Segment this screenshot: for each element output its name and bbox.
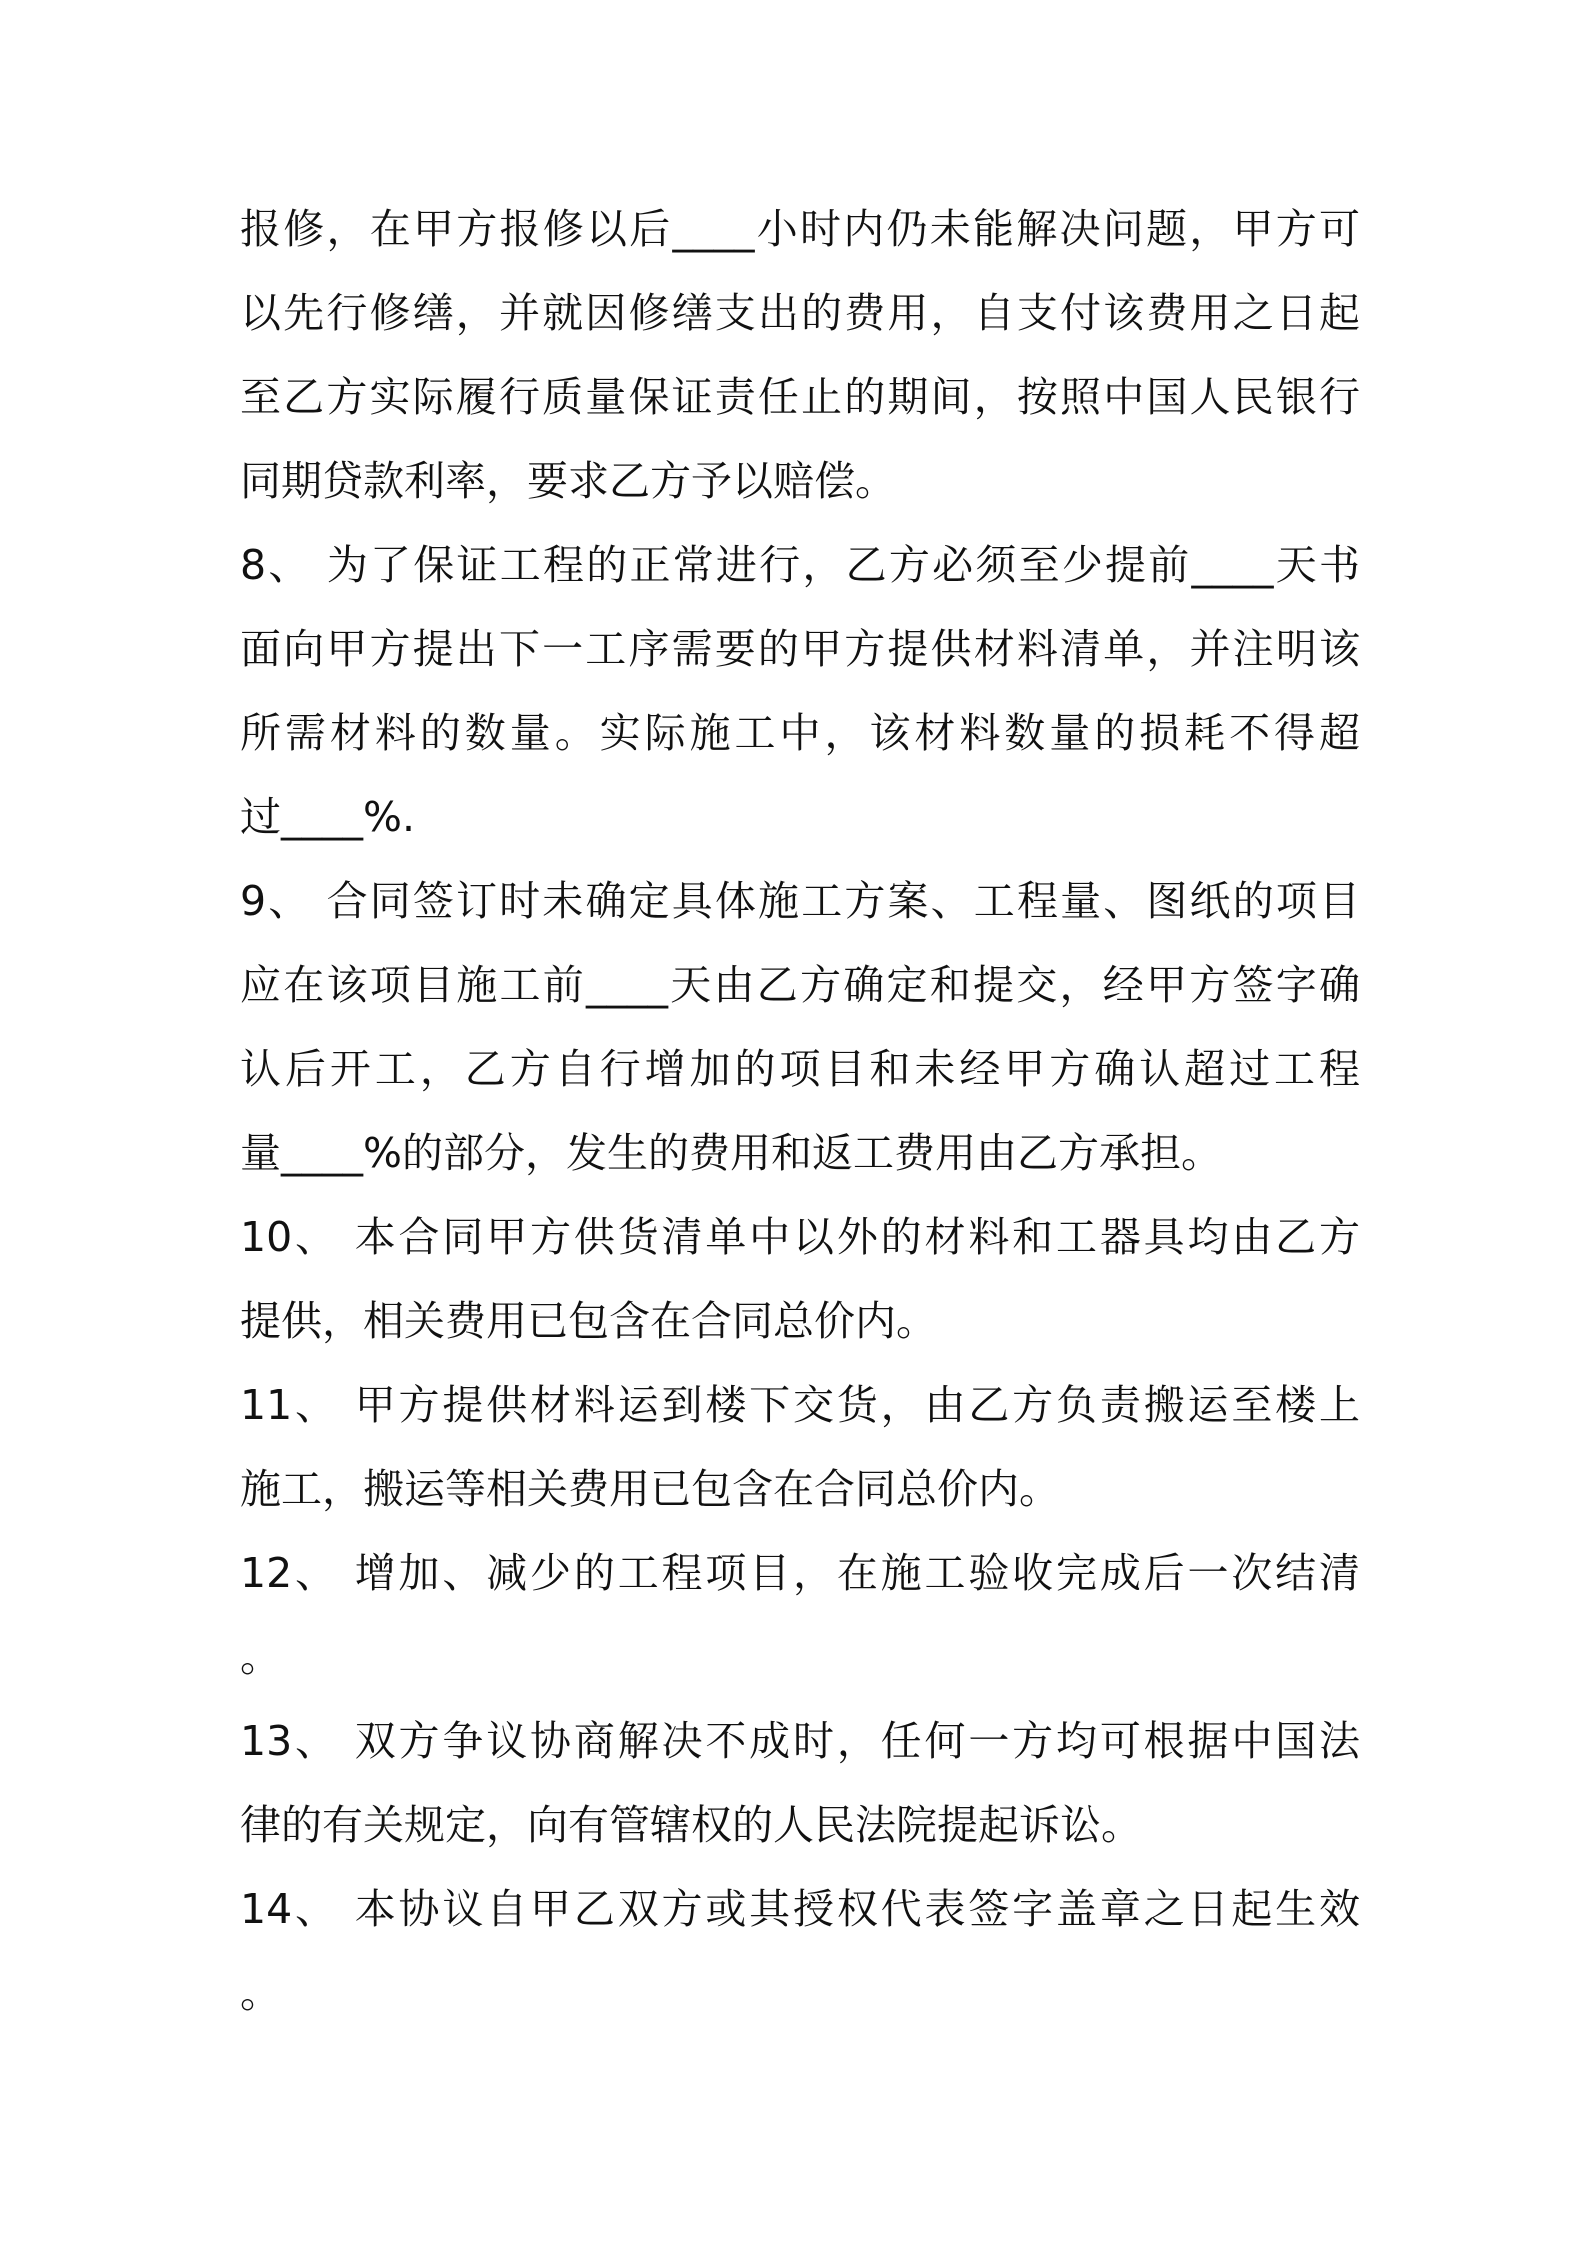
text-line: 8、 为了保证工程的正常进行，乙方必须至少提前____天书 [240,541,1360,589]
text-line: 报修，在甲方报修以后____小时内仍未能解决问题，甲方可 [240,205,1360,253]
text-line: 13、 双方争议协商解决不成时，任何一方均可根据中国法 [240,1717,1360,1765]
text-line: 面向甲方提出下一工序需要的甲方提供材料清单，并注明该 [240,625,1360,673]
text-line: 律的有关规定，向有管辖权的人民法院提起诉讼。 [240,1801,1142,1849]
text-line: 施工，搬运等相关费用已包含在合同总价内。 [240,1465,1060,1513]
text-line: 。 [240,1633,281,1681]
text-line: 9、 合同签订时未确定具体施工方案、工程量、图纸的项目 [240,877,1360,925]
text-line: 12、 增加、减少的工程项目，在施工验收完成后一次结清 [240,1549,1360,1597]
text-line: 所需材料的数量。实际施工中，该材料数量的损耗不得超 [240,709,1360,757]
text-line: 11、 甲方提供材料运到楼下交货，由乙方负责搬运至楼上 [240,1381,1360,1429]
text-line: 同期贷款利率，要求乙方予以赔偿。 [240,457,896,505]
text-line: 应在该项目施工前____天由乙方确定和提交，经甲方签字确 [240,961,1360,1009]
text-line: 过____%. [240,793,415,841]
text-line: 认后开工，乙方自行增加的项目和未经甲方确认超过工程 [240,1045,1360,1093]
text-line: 10、 本合同甲方供货清单中以外的材料和工器具均由乙方 [240,1213,1360,1261]
text-line: 至乙方实际履行质量保证责任止的期间，按照中国人民银行 [240,373,1360,421]
text-line: 14、 本协议自甲乙双方或其授权代表签字盖章之日起生效 [240,1885,1360,1933]
text-line: 量____%的部分，发生的费用和返工费用由乙方承担。 [240,1129,1222,1177]
text-line: 。 [240,1969,281,2017]
text-line: 提供，相关费用已包含在合同总价内。 [240,1297,937,1345]
text-line: 以先行修缮，并就因修缮支出的费用，自支付该费用之日起 [240,289,1360,337]
